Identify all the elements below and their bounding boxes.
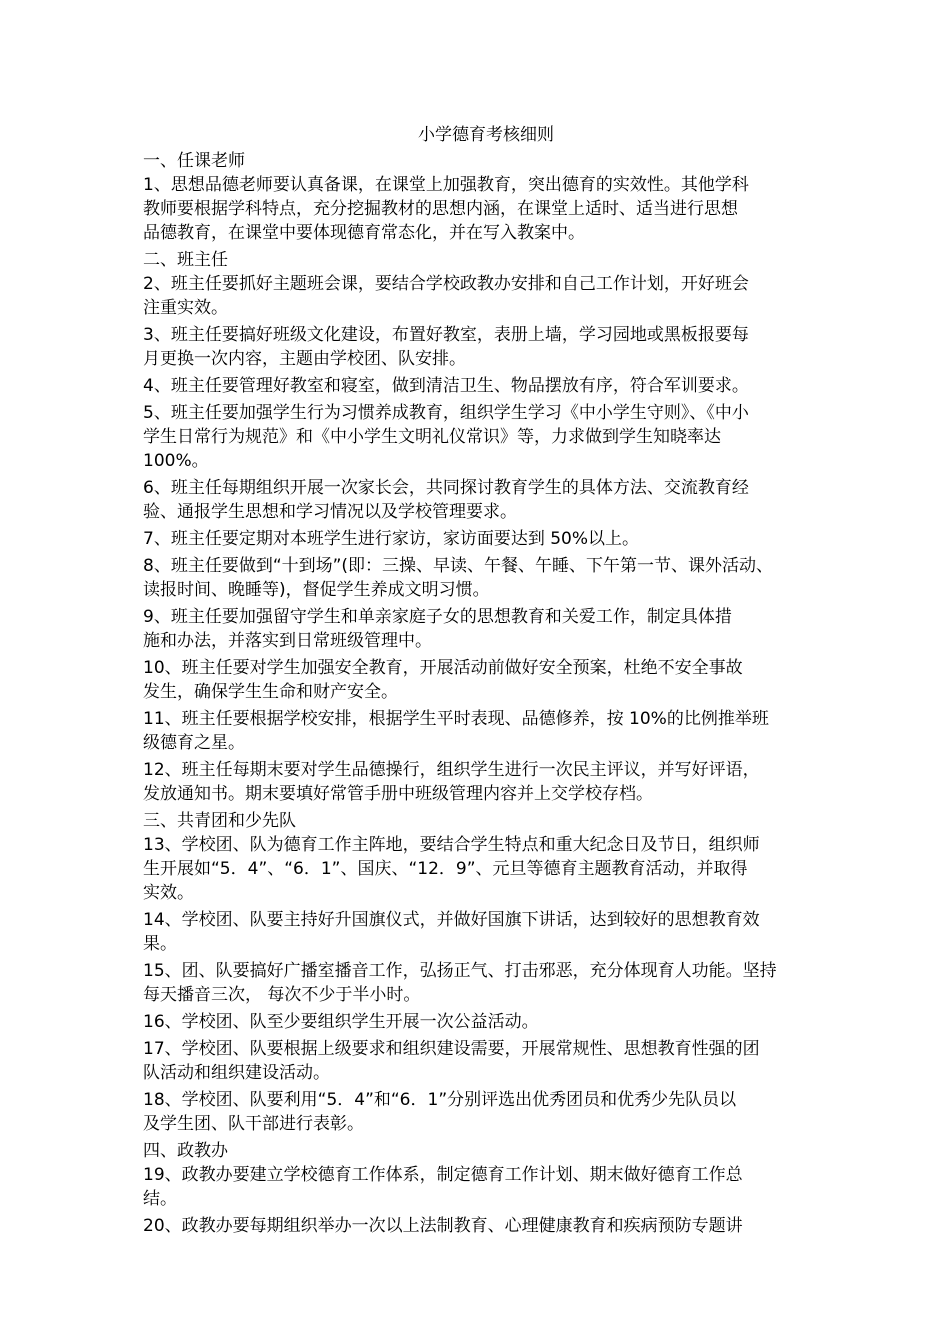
clause-item: [143, 173, 823, 245]
clause-line: 11、班主任要根据学校安排，根据学生平时表现、品德修养，按 10%的比例推举班: [143, 709, 769, 729]
clause-item: [143, 554, 823, 602]
clause-line: 级德育之星。: [143, 733, 245, 753]
clause-line: 3、班主任要搞好班级文化建设，布置好教室，表册上墙，学习园地或黑板报要每: [143, 325, 749, 345]
clause-line: 19、政教办要建立学校德育工作体系，制定德育工作计划、期末做好德育工作总: [143, 1165, 743, 1185]
clause-line: 5、班主任要加强学生行为习惯养成教育，组织学生学习《中小学生守则》、《中小: [143, 403, 749, 423]
clause-line: 16、学校团、队至少要组织学生开展一次公益活动。: [143, 1012, 539, 1032]
clause-item: [143, 527, 823, 551]
document-page: [143, 124, 823, 1241]
section-heading: 二、班主任: [143, 250, 228, 270]
clause-item: [143, 833, 823, 905]
clause-line: 4、班主任要管理好教室和寝室，做到清洁卫生、物品摆放有序，符合军训要求。: [143, 376, 749, 396]
clause-line: 读报时间、晚睡等)，督促学生养成文明习惯。: [143, 580, 490, 600]
clause-item: [143, 959, 823, 1007]
clause-line: 品德教育，在课堂中要体现德育常态化，并在写入教案中。: [143, 223, 585, 243]
clause-line: 生开展如“5．4”、“6．1”、国庆、“12．9”、元旦等德育主题教育活动，并取得: [143, 859, 748, 879]
clause-line: 1、思想品德老师要认真备课，在课堂上加强教育，突出德育的实效性。其他学科: [143, 175, 749, 195]
clause-line: 17、学校团、队要根据上级要求和组织建设需要，开展常规性、思想教育性强的团: [143, 1039, 760, 1059]
section: [143, 1139, 823, 1241]
clause-item: [143, 272, 823, 320]
clause-line: 教师要根据学科特点，充分挖掘教材的思想内涵，在课堂上适时、适当进行思想: [143, 199, 738, 219]
clause-line: 果。: [143, 934, 177, 954]
clause-item: [143, 908, 823, 956]
clause-line: 施和办法，并落实到日常班级管理中。: [143, 631, 432, 651]
section: [143, 248, 823, 809]
clause-line: 6、班主任每期组织开展一次家长会，共同探讨教育学生的具体方法、交流教育经: [143, 478, 749, 498]
clause-item: [143, 1037, 823, 1085]
document-title: 小学德育考核细则: [418, 125, 554, 145]
clause-item: [143, 374, 823, 398]
clause-item: [143, 707, 823, 755]
clause-item: [143, 1163, 823, 1211]
clause-line: 12、班主任每期末要对学生品德操行，组织学生进行一次民主评议，并写好评语，: [143, 760, 760, 780]
clause-line: 20、政教办要每期组织举办一次以上法制教育、心理健康教育和疾病预防专题讲: [143, 1216, 743, 1236]
clause-line: 100%。: [143, 451, 209, 471]
clause-line: 13、学校团、队为德育工作主阵地，要结合学生特点和重大纪念日及节日，组织师: [143, 835, 760, 855]
clause-line: 10、班主任要对学生加强安全教育，开展活动前做好安全预案，杜绝不安全事故: [143, 658, 743, 678]
section-heading: 四、政教办: [143, 1141, 228, 1161]
clause-item: [143, 605, 823, 653]
section: [143, 809, 823, 1139]
clause-line: 18、学校团、队要利用“5．4”和“6．1”分别评选出优秀团员和优秀少先队员以: [143, 1090, 737, 1110]
clause-line: 验、通报学生思想和学习情况以及学校管理要求。: [143, 502, 517, 522]
clause-item: [143, 1088, 823, 1136]
clause-item: [143, 1214, 823, 1238]
clause-line: 队活动和组织建设活动。: [143, 1063, 330, 1083]
document-body: [143, 149, 823, 1241]
clause-line: 月更换一次内容，主题由学校团、队安排。: [143, 349, 466, 369]
section-heading: 三、共青团和少先队: [143, 811, 296, 831]
section: [143, 149, 823, 248]
clause-item: [143, 323, 823, 371]
clause-line: 14、学校团、队要主持好升国旗仪式，并做好国旗下讲话，达到较好的思想教育效: [143, 910, 760, 930]
clause-line: 注重实效。: [143, 298, 228, 318]
clause-line: 发放通知书。期末要填好常管手册中班级管理内容并上交学校存档。: [143, 784, 653, 804]
clause-line: 8、班主任要做到“十到场”(即：三操、早读、午餐、午睡、下午第一节、课外活动、: [143, 556, 774, 576]
clause-item: [143, 401, 823, 473]
clause-item: [143, 476, 823, 524]
clause-line: 学生日常行为规范》和《中小学生文明礼仪常识》等，力求做到学生知晓率达: [143, 427, 721, 447]
clause-line: 实效。: [143, 883, 194, 903]
clause-line: 2、班主任要抓好主题班会课，要结合学校政教办安排和自己工作计划，开好班会: [143, 274, 749, 294]
clause-item: [143, 758, 823, 806]
clause-line: 7、班主任要定期对本班学生进行家访，家访面要达到 50%以上。: [143, 529, 640, 549]
section-heading: 一、任课老师: [143, 151, 245, 171]
clause-line: 及学生团、队干部进行表彰。: [143, 1114, 364, 1134]
paragraph-gap: [143, 1238, 823, 1241]
clause-line: 15、团、队要搞好广播室播音工作，弘扬正气、打击邪恶，充分体现育人功能。坚持: [143, 961, 777, 981]
clause-line: 结。: [143, 1189, 177, 1209]
clause-line: 每天播音三次， 每次不少于半小时。: [143, 985, 421, 1005]
clause-line: 发生，确保学生生命和财产安全。: [143, 682, 398, 702]
clause-item: [143, 656, 823, 704]
clause-line: 9、班主任要加强留守学生和单亲家庭子女的思想教育和关爱工作，制定具体措: [143, 607, 732, 627]
clause-item: [143, 1010, 823, 1034]
